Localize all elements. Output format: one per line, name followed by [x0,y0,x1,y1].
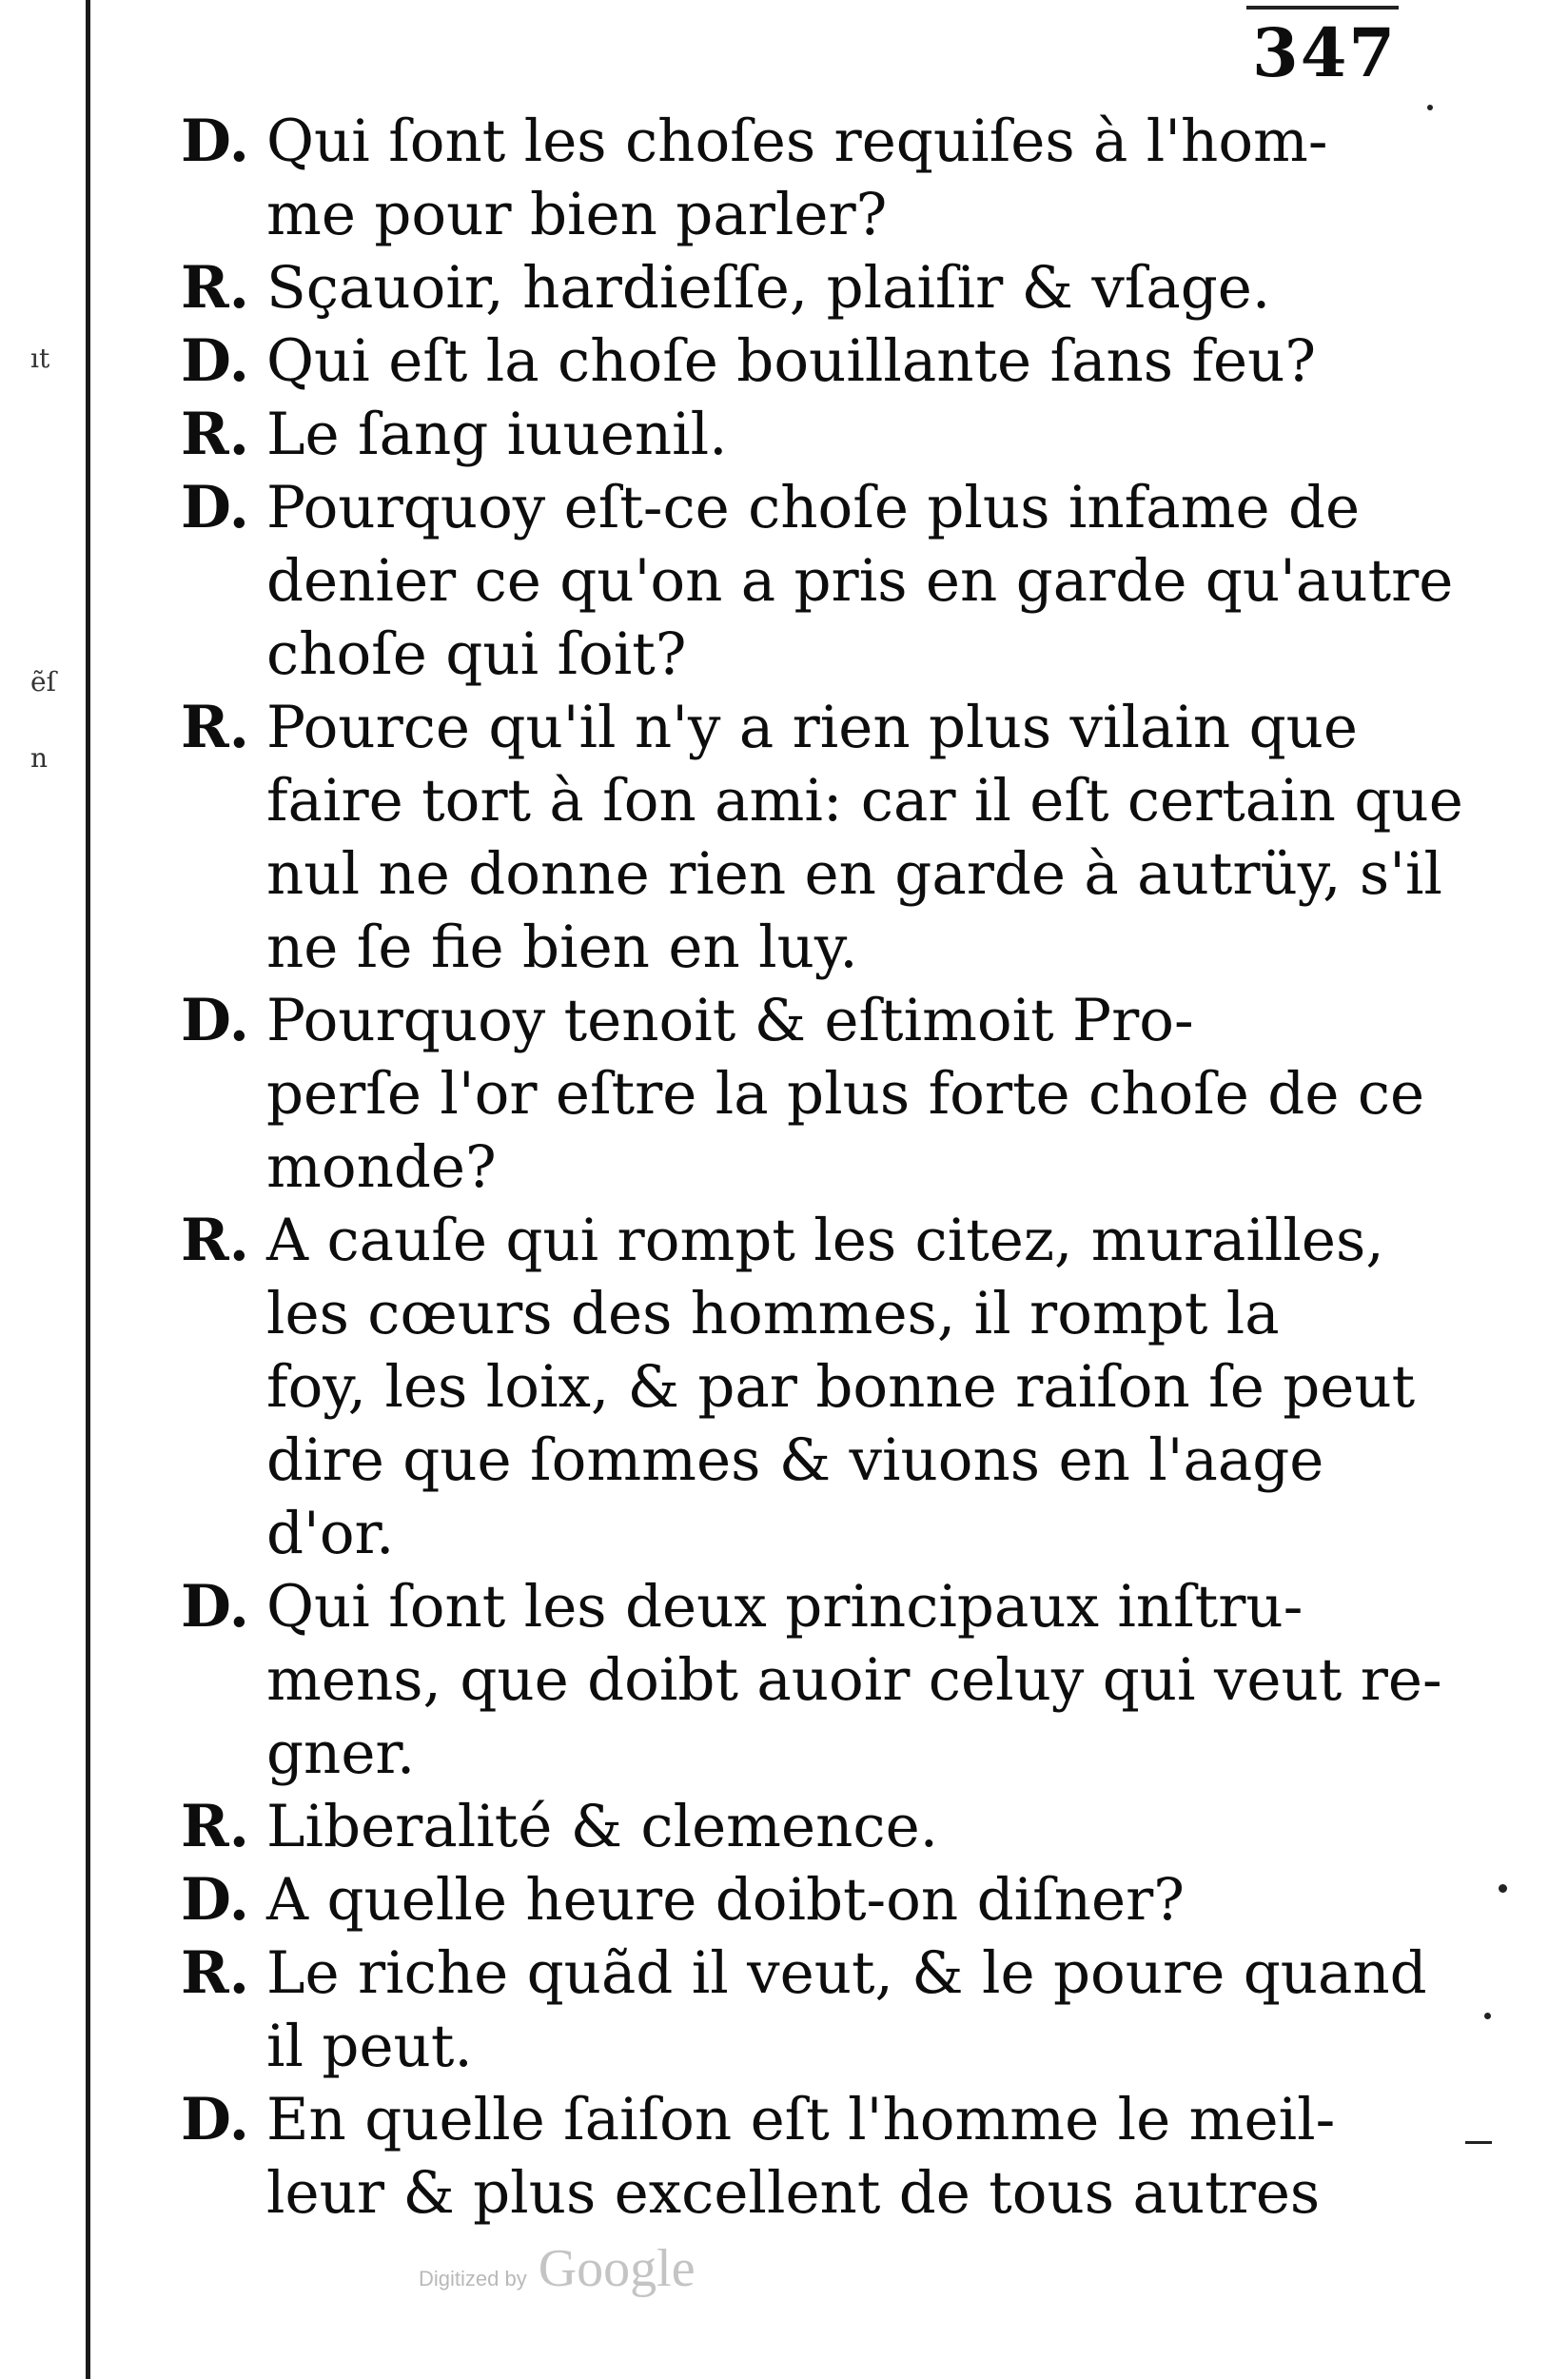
text-line: mens, que doibt auoir celuy qui veut re- [266,1646,1442,1714]
entry-marker: D. [181,2086,249,2153]
text-line: Qui eſt la choſe bouillante ſans feu? [266,327,1317,395]
text-line: ne ſe fie bien en luy. [266,914,858,981]
text-line: foy, les loix, & par bonne raiſon ſe peut [266,1353,1416,1421]
answer-entry [181,691,1463,984]
dialogue-text [181,105,1463,2230]
text-line: perſe l'or eſtre la plus forte choſe de ce [266,1060,1425,1128]
text-line: A cauſe qui rompt les citez, murailles, [266,1207,1384,1274]
question-entry [181,324,1408,398]
question-entry [181,1570,1442,1790]
text-line: faire tort à ſon ami: car il eſt certain que [266,767,1463,835]
text-line: Qui ſont les choſes requiſes à l'hom- [266,108,1328,175]
text-line: d'or. [266,1500,395,1567]
text-line: Liberalité & clemence. [266,1793,939,1860]
text-line: les cœurs des hommes, il rompt la [266,1280,1280,1347]
entry-marker: D. [181,1866,249,1934]
text-line: denier ce qu'on a pris en garde qu'autre [266,547,1454,615]
text-line: Sçauoir, hardieſſe, plaiſir & vſage. [266,254,1271,322]
text-line: Le riche quãd il veut, & le poure quand [266,1939,1427,2007]
text-line: Pource qu'il n'y a rien plus vilain que [266,694,1359,761]
text-line: me pour bien parler? [266,181,888,248]
gutter-fragment: ıt [30,343,50,374]
entry-marker: R. [181,694,249,761]
entry-marker: D. [181,474,249,541]
answer-entry [181,398,1408,471]
text-line: Pourquoy tenoit & eſtimoit Pro- [266,987,1194,1054]
text-line: A quelle heure doibt-on diſner? [266,1866,1185,1934]
text-line: Pourquoy eſt-ce choſe plus infame de [266,474,1361,541]
entry-marker: D. [181,108,249,175]
google-logo: Google [538,2239,696,2298]
ink-speck [1427,105,1433,110]
text-line: gner. [266,1720,416,1787]
text-line: il peut. [266,2013,473,2080]
ink-speck [1465,2141,1492,2144]
answer-entry [181,1204,1416,1570]
answer-entry [181,1937,1427,2083]
gutter-fragment: ẽſ [30,666,56,698]
ink-speck [1499,1884,1507,1893]
question-entry [181,105,1408,251]
page-number: 347 [1252,13,1398,92]
answer-entry [181,251,1408,324]
question-entry [181,984,1425,1204]
text-line: dire que ſommes & viuons en l'aage [266,1426,1324,1494]
text-line: leur & plus excellent de tous autres [266,2159,1321,2227]
entry-marker: R. [181,1793,249,1860]
previous-page-gutter [29,0,90,2379]
ink-speck [1484,2013,1491,2019]
entry-marker: D. [181,1573,249,1641]
entry-marker: R. [181,1939,249,2007]
entry-marker: R. [181,254,249,322]
entry-marker: D. [181,327,249,395]
text-line: Qui ſont les deux principaux inſtru- [266,1573,1303,1641]
entry-marker: D. [181,987,249,1054]
text-line: Le ſang iuuenil. [266,401,728,468]
top-rule [1246,6,1399,10]
text-line: monde? [266,1133,497,1201]
answer-entry [181,1790,1408,1863]
text-line: choſe qui ſoit? [266,620,687,688]
digitized-by-label: Digitized by [419,2267,527,2291]
question-entry [181,1863,1408,1937]
question-entry [181,471,1454,691]
digitization-watermark [419,2238,696,2299]
text-line: En quelle ſaiſon eſt l'homme le meil- [266,2086,1336,2153]
question-entry [181,2083,1408,2230]
entry-marker: R. [181,401,249,468]
text-line: nul ne donne rien en garde à autrüy, s'il [266,840,1443,908]
entry-marker: R. [181,1207,249,1274]
gutter-fragment: n [30,742,49,774]
